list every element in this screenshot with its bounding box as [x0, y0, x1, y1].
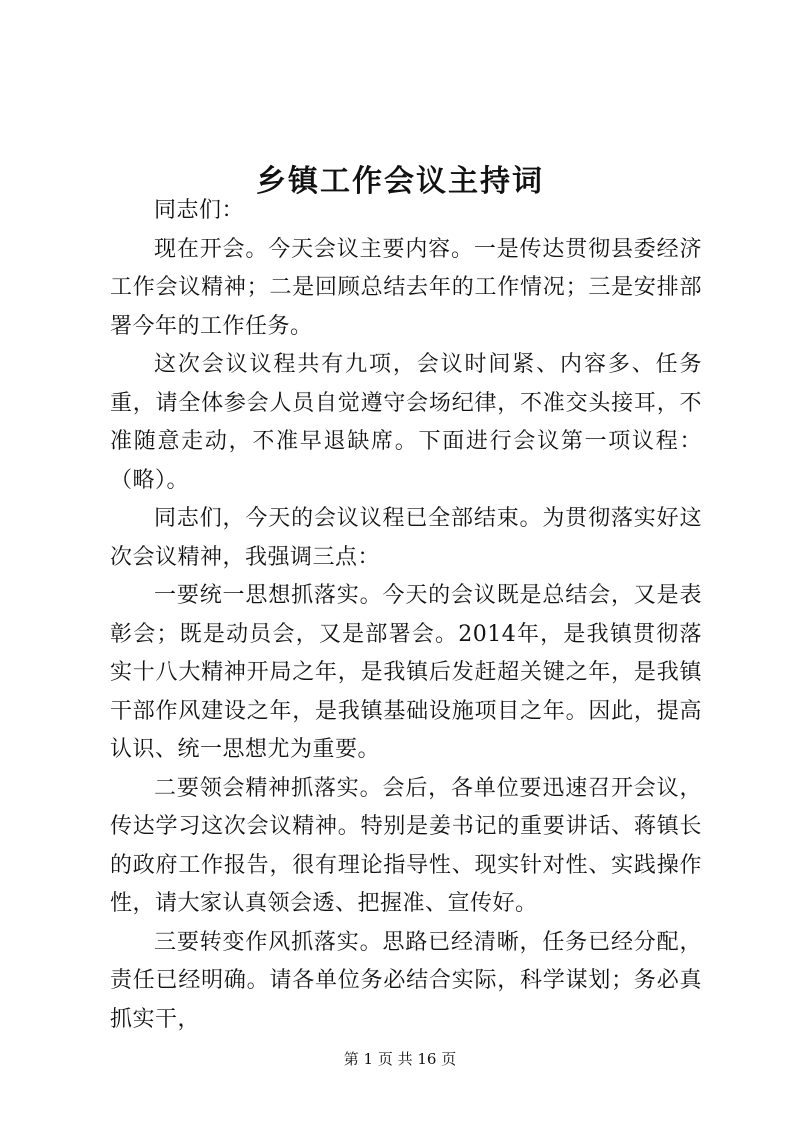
paragraph-point-three: 三要转变作风抓落实。思路已经清晰，任务已经分配，责任已经明确。请各单位务必结合实际，科学谋划；务必真抓实干，	[110, 929, 702, 1032]
paragraph-agenda: 这次会议议程共有九项，会议时间紧、内容多、任务重，请全体参会人员自觉遵守会场纪律，不准交头接耳，不准随意走动，不准早退缺席。下面进行会议第一项议程：（略）。	[110, 352, 702, 493]
paragraph-point-one: 一要统一思想抓落实。今天的会议既是总结会，又是表彰会；既是动员会，又是部署会。2014年，是我镇贯彻落实十八大精神开局之年，是我镇后发赶超关键之年，是我镇干部作风建设之年，是我镇基础设施项目之年。因此，提高认识、统一思想尤为重要。	[110, 583, 702, 762]
document-title: 乡镇工作会议主持词	[256, 164, 544, 200]
page-number-footer: 第 1 页 共 16 页	[343, 1050, 457, 1068]
paragraph-greeting: 同志们：	[154, 198, 245, 223]
paragraph-point-two: 二要领会精神抓落实。会后，各单位要迅速召开会议，传达学习这次会议精神。特别是姜书记的重要讲话、蒋镇长的政府工作报告，很有理论指导性、现实针对性、实践操作性，请大家认真领会透、把握准、宣传好。	[110, 775, 702, 916]
document-body	[110, 192, 702, 1039]
paragraph-closing: 同志们，今天的会议议程已全部结束。为贯彻落实好这次会议精神，我强调三点：	[110, 506, 702, 570]
paragraph-opening: 现在开会。今天会议主要内容。一是传达贯彻县委经济工作会议精神；二是回顾总结去年的工作情况；三是安排部署今年的工作任务。	[110, 236, 702, 339]
